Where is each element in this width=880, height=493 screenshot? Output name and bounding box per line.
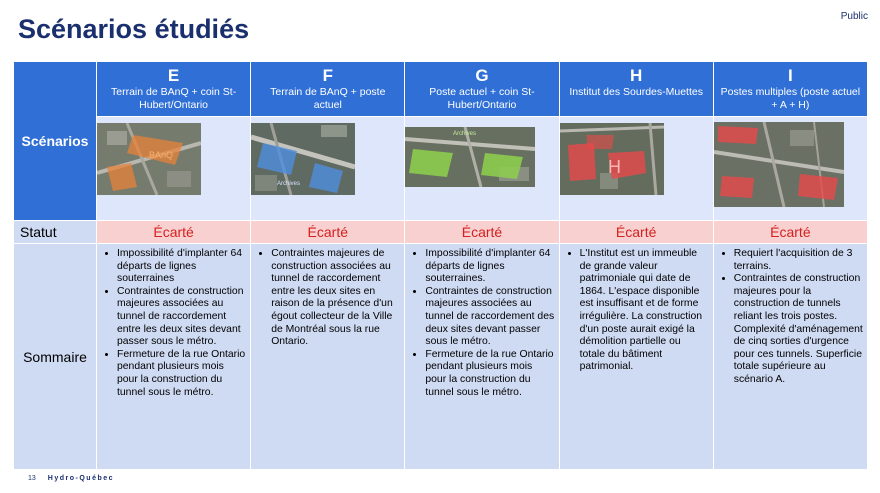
- aerial-map-f: [251, 123, 355, 195]
- status-badge: Écarté: [770, 224, 811, 240]
- list-item: • Requiert l'acquisition de 3 terrains.: [734, 248, 863, 273]
- list-item: • Contraintes de construction majeures associées au tunnel de raccordement entre les deux sites devant passer sous le métro.: [117, 286, 246, 349]
- status-badge: Écarté: [307, 224, 349, 240]
- summary-list: [103, 248, 246, 399]
- aerial-map-h: [560, 123, 664, 195]
- list-item: • Contraintes de construction majeures pour la construction de tunnels reliant les trois postes. Complexité d'aménagement de cinq sorties d'urgence pour ces tunnels. Superficie totale supérieure au scénario A.: [734, 273, 863, 386]
- scenario-image-cell: [251, 117, 405, 221]
- scenario-header-e: [97, 62, 251, 117]
- status-badge: Écarté: [461, 224, 503, 240]
- list-item: • Fermeture de la rue Ontario pendant plusieurs mois pour la construction du tunnel sous le métro.: [117, 349, 246, 399]
- summary-cell: [713, 244, 867, 470]
- scenario-title: Postes multiples (poste actuel + A + H): [720, 86, 861, 111]
- scenario-letter: H: [630, 66, 643, 85]
- map-text: BAnQ: [149, 150, 174, 160]
- summary-cell: [97, 244, 251, 470]
- list-item: • Impossibilité d'implanter 64 départs de lignes souterraines: [117, 248, 246, 286]
- aerial-map-e: [97, 123, 201, 195]
- scenario-image-cell: [713, 117, 867, 221]
- list-item: • L'Institut est un immeuble de grande valeur patrimoniale qui date de 1864. L'espace disponible est insuffisant et de forme irrégulière. La construction d'un poste aurait exigé la démolition partielle ou totale du bâtiment patrimonial.: [580, 248, 709, 374]
- scenario-letter: E: [167, 66, 180, 85]
- brand-logo-text: Hydro-Québec: [47, 475, 115, 482]
- scenario-image-cell: [559, 117, 713, 221]
- scenario-header-i: [713, 62, 867, 117]
- footer: [28, 475, 114, 482]
- status-badge: Écarté: [615, 224, 657, 240]
- list-item: • Impossibilité d'implanter 64 départs de lignes souterraines.: [425, 248, 554, 286]
- scenario-header-h: [559, 62, 713, 117]
- scenario-letter: I: [788, 66, 793, 85]
- summary-list: [411, 248, 554, 399]
- scenario-letter: G: [475, 66, 489, 85]
- scenarios-table: [13, 61, 868, 470]
- map-text: Archives: [453, 131, 477, 137]
- summary-cell: [405, 244, 559, 470]
- aerial-map-g: [405, 127, 535, 187]
- page-number: 13: [28, 475, 36, 482]
- row-label-statut: Statut: [14, 221, 97, 244]
- scenario-title: Terrain de BAnQ + coin St-Hubert/Ontario: [111, 86, 237, 111]
- classification-badge: Public: [840, 11, 868, 22]
- scenario-title: Terrain de BAnQ + poste actuel: [270, 86, 386, 111]
- scenario-header-g: [405, 62, 559, 117]
- scenario-letter: F: [322, 66, 333, 85]
- aerial-map-i: [714, 122, 844, 207]
- map-text: Archives: [277, 181, 301, 187]
- list-item: • Fermeture de la rue Ontario pendant plusieurs mois pour la construction du tunnel sous le métro.: [425, 349, 554, 399]
- scenario-title: Institut des Sourdes-Muettes: [569, 86, 703, 98]
- row-label-sommaire: Sommaire: [14, 244, 97, 470]
- summary-cell: [251, 244, 405, 470]
- scenario-title: Poste actuel + coin St-Hubert/Ontario: [429, 86, 535, 111]
- scenario-image-cell: [97, 117, 251, 221]
- scenario-header-f: [251, 62, 405, 117]
- status-badge: Écarté: [153, 224, 194, 240]
- summary-list: [720, 248, 863, 387]
- list-item: • Contraintes majeures de construction associées au tunnel de raccordement entre les deux sites en raison de la présence d'un égout collecteur de la Ville de Montréal sous la rue Ontario.: [271, 248, 400, 349]
- summary-cell: [559, 244, 713, 470]
- row-label-scenarios: Scénarios: [14, 62, 97, 221]
- scenario-image-cell: [405, 117, 559, 221]
- page-title: Scénarios étudiés: [18, 14, 250, 44]
- summary-list: [566, 248, 709, 374]
- list-item: • Contraintes de construction majeures associées au tunnel de raccordement des deux sites devant passer sous le métro.: [425, 286, 554, 349]
- map-text: H: [607, 157, 621, 177]
- summary-list: [257, 248, 400, 349]
